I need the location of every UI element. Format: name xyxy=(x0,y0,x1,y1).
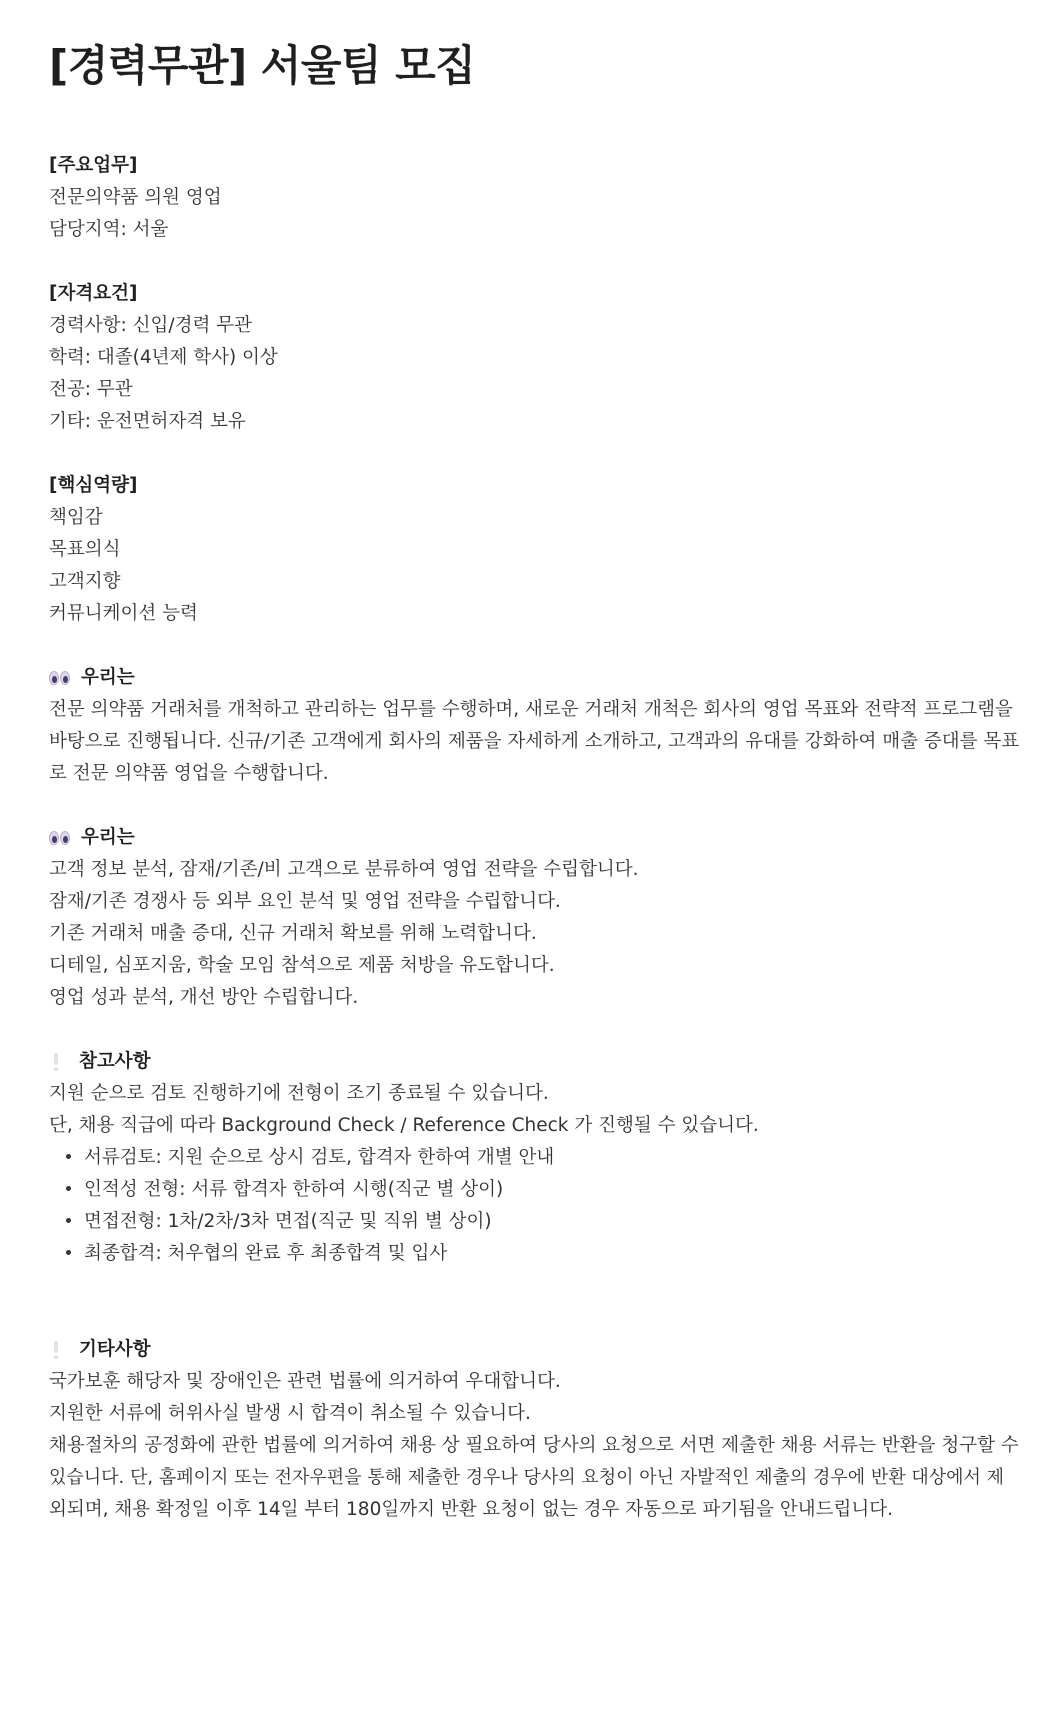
exclamation-icon xyxy=(49,1340,63,1360)
notes-line: 단, 채용 직급에 따라 Background Check / Reference Check 가 진행될 수 있습니다. xyxy=(49,1115,759,1136)
qualifications-heading: [자격요건] xyxy=(49,283,138,304)
eyes-icon xyxy=(49,830,71,846)
misc-heading-label: 기타사항 xyxy=(79,1339,151,1360)
bullet-dot xyxy=(66,1186,71,1191)
about-heading xyxy=(49,665,135,691)
notes-heading-label: 참고사항 xyxy=(79,1051,151,1072)
notes-bullet-item: 면접전형: 1차/2차/3차 면접(직군 및 직위 별 상이) xyxy=(66,1209,492,1235)
about-line: 잠재/기존 경쟁사 등 외부 요인 분석 및 영업 전략을 수립합니다. xyxy=(49,891,561,912)
duties-line: 담당지역: 서울 xyxy=(49,219,169,240)
notes-line: 지원 순으로 검토 진행하기에 전형이 조기 종료될 수 있습니다. xyxy=(49,1083,549,1104)
exclamation-icon xyxy=(49,1052,63,1072)
bullet-dot xyxy=(66,1218,71,1223)
competencies-line: 고객지향 xyxy=(49,571,121,592)
competencies-heading: [핵심역량] xyxy=(49,475,138,496)
duties-line: 전문의약품 의원 영업 xyxy=(49,187,222,208)
misc-line: 있습니다. 단, 홈페이지 또는 전자우편을 통해 제출한 경우나 당사의 요청이 아닌 자발적인 제출의 경우에 반환 대상에서 제 xyxy=(49,1467,1004,1488)
about-heading-label: 우리는 xyxy=(81,667,135,688)
qualifications-line: 학력: 대졸(4년제 학사) 이상 xyxy=(49,347,278,368)
notes-bullet-item: 최종합격: 처우협의 완료 후 최종합격 및 입사 xyxy=(66,1241,447,1267)
qualifications-line: 기타: 운전면허자격 보유 xyxy=(49,411,246,432)
about-line: 바탕으로 진행됩니다. 신규/기존 고객에게 회사의 제품을 자세하게 소개하고, 고객과의 유대를 강화하여 매출 증대를 목표 xyxy=(49,731,1020,752)
misc-heading xyxy=(49,1337,150,1363)
bullet-dot xyxy=(66,1154,71,1159)
competencies-line: 책임감 xyxy=(49,507,103,528)
notes-bullet-item: 서류검토: 지원 순으로 상시 검토, 합격자 한하여 개별 안내 xyxy=(66,1145,554,1171)
competencies-line: 커뮤니케이션 능력 xyxy=(49,603,198,624)
about-line: 고객 정보 분석, 잠재/기존/비 고객으로 분류하여 영업 전략을 수립합니다. xyxy=(49,859,639,880)
about-line: 로 전문 의약품 영업을 수행합니다. xyxy=(49,763,329,784)
misc-line: 채용절차의 공정화에 관한 법률에 의거하여 채용 상 필요하여 당사의 요청으로 서면 제출한 채용 서류는 반환을 청구할 수 xyxy=(49,1435,1019,1456)
notes-bullet-item: 인적성 전형: 서류 합격자 한하여 시행(직군 별 상이) xyxy=(66,1177,503,1203)
about-line: 전문 의약품 거래처를 개척하고 관리하는 업무를 수행하며, 새로운 거래처 개척은 회사의 영업 목표와 전략적 프로그램을 xyxy=(49,699,1013,720)
about-line: 영업 성과 분석, 개선 방안 수립합니다. xyxy=(49,987,359,1008)
duties-heading: [주요업무] xyxy=(49,155,138,176)
page-title: [경력무관] 서울팀 모집 xyxy=(49,41,476,90)
misc-line: 국가보훈 해당자 및 장애인은 관련 법률에 의거하여 우대합니다. xyxy=(49,1371,561,1392)
about-line: 기존 거래처 매출 증대, 신규 거래처 확보를 위해 노력합니다. xyxy=(49,923,537,944)
about-heading xyxy=(49,825,135,851)
misc-line: 외되며, 채용 확정일 이후 14일 부터 180일까지 반환 요청이 없는 경우 자동으로 파기됨을 안내드립니다. xyxy=(49,1499,894,1520)
bullet-dot xyxy=(66,1250,71,1255)
misc-line: 지원한 서류에 허위사실 발생 시 합격이 취소될 수 있습니다. xyxy=(49,1403,531,1424)
qualifications-line: 전공: 무관 xyxy=(49,379,133,400)
qualifications-line: 경력사항: 신입/경력 무관 xyxy=(49,315,252,336)
eyes-icon xyxy=(49,670,71,686)
notes-heading xyxy=(49,1049,150,1075)
about-heading-label: 우리는 xyxy=(81,827,135,848)
competencies-line: 목표의식 xyxy=(49,539,121,560)
about-line: 디테일, 심포지움, 학술 모임 참석으로 제품 처방을 유도합니다. xyxy=(49,955,555,976)
